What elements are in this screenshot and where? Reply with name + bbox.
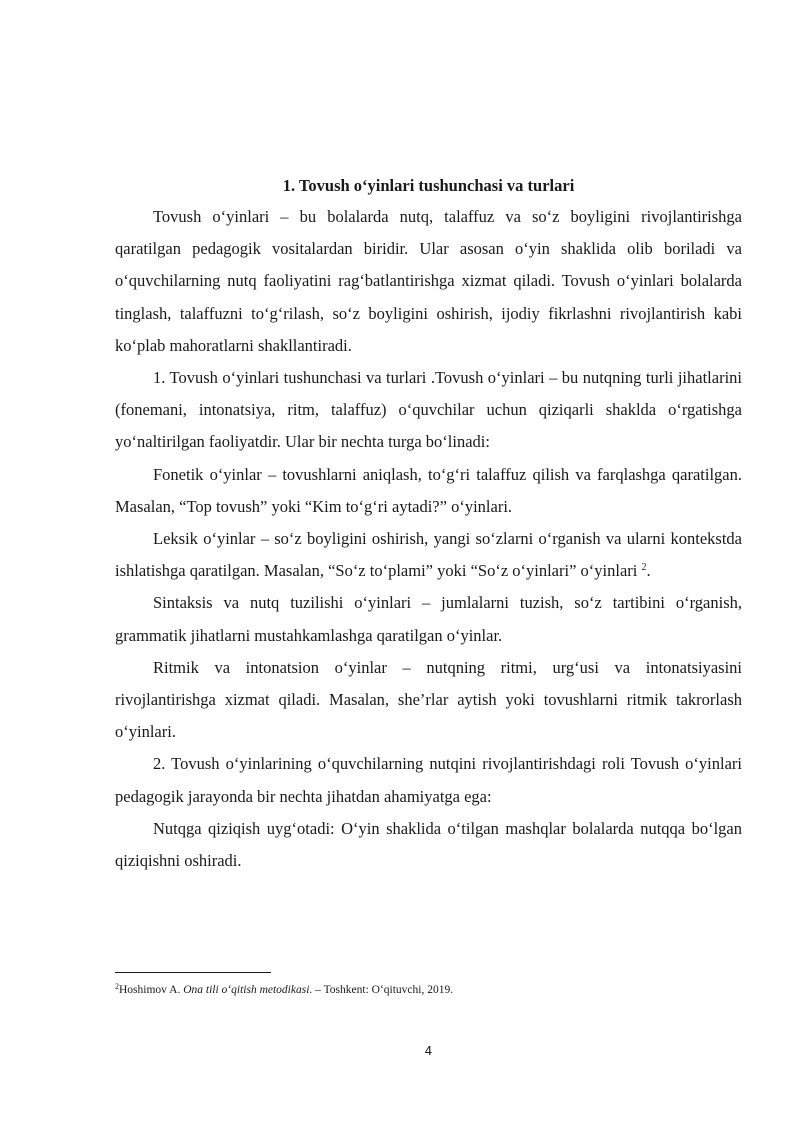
section-heading: 1. Tovush o‘yinlari tushunchasi va turlari [282,176,575,195]
paragraph: 2. Tovush o‘yinlarining o‘quvchilarning nutqini rivojlantirishdagi roli Tovush o‘yinlari pedagogik jarayonda bir nechta jihatdan ahamiyatga ega: [115,754,742,806]
paragraph: Tovush o‘yinlari – bu bolalarda nutq, talaffuz va so‘z boyligini rivojlantirishga qaratilgan pedagogik vositalardan biridir. Ular asosan o‘yin shaklida olib boriladi va o‘quvchilarning nutq faoliyatini rag‘batlantirishga xizmat qiladi. Tovush o‘yinlari bolalarda tinglash, talaffuzni to‘g‘rilash, so‘z boyligini oshirish, ijodiy fikrlashni rivojlantirish kabi ko‘plab mahoratlarni shakllantiradi. [115,207,742,355]
paragraph: 1. Tovush o‘yinlari tushunchasi va turlari .Tovush o‘yinlari – bu nutqning turli jihatlarini (fonemani, intonatsiya, ritm, talaffuz) o‘quvchilar uchun qiziqarli shaklda o‘rgatishga yo‘naltirilgan faoliyatdir. Ular bir nechta turga bo‘linadi: [115,368,742,452]
paragraph: Ritmik va intonatsion o‘yinlar – nutqning ritmi, urg‘usi va intonatsiyasini rivojlantirishga xizmat qiladi. Masalan, she’rlar aytish yoki tovushlarni ritmik takrorlash o‘yinlari. [115,657,742,742]
footnote-reference[interactable]: 2 [641,562,647,574]
footnote-publisher: . – Toshkent: O‘qituvchi, 2019. [309,984,454,996]
footnote-number: 2 [115,982,119,991]
footnote-author: Hoshimov A. [119,984,184,996]
paragraph: Nutqga qiziqish uyg‘otadi: O‘yin shaklida o‘tilgan mashqlar bolalarda nutqqa bo‘lgan qiziqishni oshiradi. [115,818,742,871]
paragraph-end: . [646,561,651,581]
paragraph: Sintaksis va nutq tuzilishi o‘yinlari – jumlalarni tuzish, so‘z tartibini o‘rganish, grammatik jihatlarni mustahkamlashga qaratilgan o‘yinlar. [115,593,742,645]
footnote [115,982,742,998]
paragraph: Fonetik o‘yinlar – tovushlarni aniqlash, to‘g‘ri talaffuz qilish va farqlashga qaratilgan. Masalan, “Top tovush” yoki “Kim to‘g‘ri aytadi?” o‘yinlari. [115,464,742,516]
footnote-divider [115,972,271,973]
paragraph-text: Leksik o‘yinlar – so‘z boyligini oshirish, yangi so‘zlarni o‘rganish va ularni kontekstda ishlatishga qaratilgan. Masalan, “So‘z to‘plami” yoki “So‘z o‘yinlari” o‘yinlari [115,529,742,581]
body-text [115,201,742,877]
footnote-book-title: Ona tili o‘qitish metodikasi [183,984,310,996]
paragraph-with-footnote [115,523,742,587]
page-number: 4 [424,1044,433,1058]
